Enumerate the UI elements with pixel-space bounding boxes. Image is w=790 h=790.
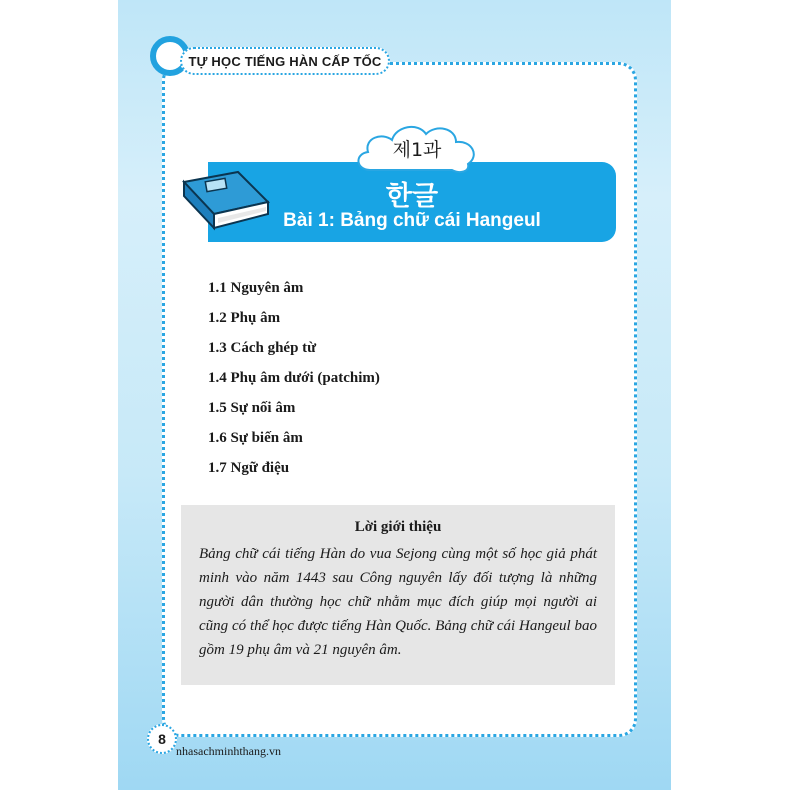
lesson-title-vietnamese: Bài 1: Bảng chữ cái Hangeul: [283, 210, 541, 231]
toc-item: 1.6 Sự biến âm: [208, 430, 303, 446]
page-number: 8: [147, 724, 177, 754]
lesson-title-korean: 한글: [385, 181, 439, 212]
introduction-title: Lời giới thiệu: [354, 519, 442, 535]
series-title: TỰ HỌC TIẾNG HÀN CẤP TỐC: [180, 47, 390, 75]
introduction-body: Bảng chữ cái tiếng Hàn do vua Sejong cùng một số học giả phát minh vào năm 1443 sau Công nguyên lấy đối tượng là những người dân thường học chữ nhằm mục đích giúp mọi người ai cũng có thể học được tiếng Hàn Quốc. Bảng chữ cái Hangeul bao gồm 19 phụ âm và 21 nguyên âm.: [199, 546, 597, 658]
introduction-box: [181, 505, 615, 685]
toc-item: 1.2 Phụ âm: [208, 310, 281, 326]
toc-item: 1.4 Phụ âm dưới (patchim): [208, 370, 380, 386]
toc-item: 1.1 Nguyên âm: [208, 280, 304, 296]
toc-item: 1.3 Cách ghép từ: [208, 340, 317, 356]
toc-item: 1.7 Ngữ điệu: [208, 460, 290, 476]
table-of-contents: [208, 278, 380, 488]
publisher-website: nhasachminhthang.vn: [176, 744, 281, 758]
toc-item: 1.5 Sự nối âm: [208, 400, 296, 416]
lesson-number-label: 제1과: [392, 139, 442, 161]
